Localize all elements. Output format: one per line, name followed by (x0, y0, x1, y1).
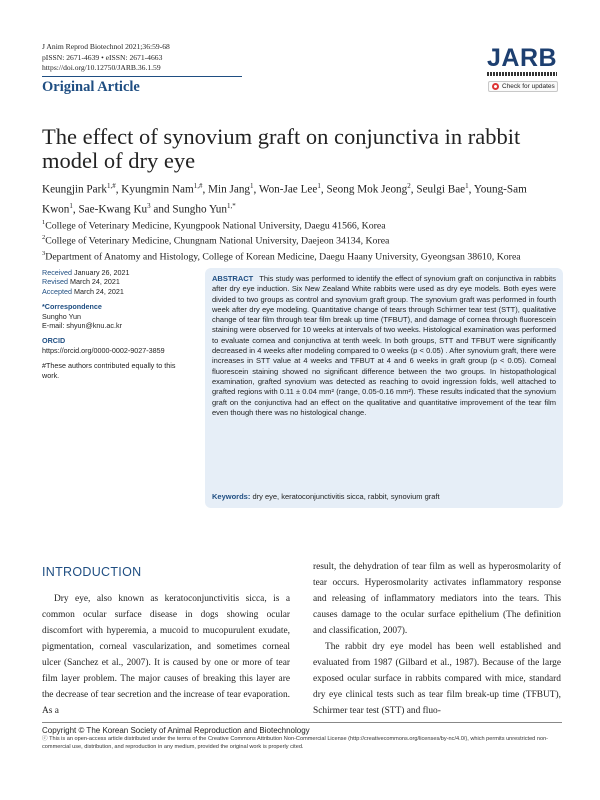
author-affiliation-mark: 1,# (193, 182, 203, 190)
paragraph: The rabbit dry eye model has been well established and evaluated from 1987 (Gilbard et al., 1987). Because of the large exposed ocular surface in rabbits compared with mice, standard dry eye clinical tests such as tear film break-up time (TFBUT), Schirmer tear test (STT) and fluo- (313, 642, 561, 716)
paragraph: Dry eye, also known as keratoconjunctivitis sicca, is a common ocular surface disease in dogs showing ocular discomfort with hyperemia, a mucoid to mucopurulent exudate, pigmentation, corneal vascularization, and sometimes corneal ulcer (Sanchez et al., 2007). It is caused by one or more of tear film layer problem. The major causes of breaking this layer are the decrease of tear secretion and the increase of tear evaporation. As a (42, 594, 290, 716)
journal-logo (487, 45, 559, 76)
author-affiliation-mark: 1,# (106, 182, 116, 190)
keywords-list: dry eye, keratoconjunctivitis sicca, rabbit, synovium graft (252, 492, 440, 501)
affiliation-item: $^2$College of Veterinary Medicine, Chungnam National University, Daejeon 34134, Korea (42, 234, 390, 247)
logo-text: JARB (487, 44, 558, 72)
abstract-box (205, 268, 563, 508)
author-name: Keungjin Park (42, 183, 107, 196)
license-text: This is an open-access article distributed under the terms of the Creative Commons Attribution Non-Commercial License (http://creativecommons.org/licenses/by-nc/4.0/), which permits unrestricted non-commercial use, distribution, and reproduction in any medium, provided the original work is properly cited. (42, 736, 549, 750)
author-name: Young-Sam Kwon (42, 183, 527, 216)
footer (42, 725, 562, 751)
author-list: Keungjin Park$^{1,\#}$, Kyungmin Nam$^{1,\#}$, Min Jang$^1$, Won-Jae Lee$^1$, Seong Mok Jeong$^2$, Seulgi Bae$^1$, Young-Sam Kwon$^1$, Sae-Kwang Ku$^3$ and Sungho Yun$^{1,*}$ (42, 182, 527, 216)
logo-caption (487, 72, 557, 76)
journal-meta (42, 42, 170, 74)
copyright-notice: Copyright © The Korean Society of Animal Reproduction and Biotechnology (42, 726, 310, 735)
author-affiliation-mark: 2 (407, 182, 411, 190)
author-affiliation-mark: 1 (317, 182, 321, 190)
orcid-heading: ORCID (42, 336, 66, 346)
correspondence-heading: *Correspondence (42, 302, 102, 312)
article-info-sidebar (42, 268, 192, 380)
header-rule (42, 76, 242, 77)
author-name: Won-Jae Lee (258, 183, 318, 196)
abstract-label: ABSTRACT (212, 274, 254, 283)
license-notice (42, 736, 562, 751)
revised-date: Revised March 24, 2021 (42, 277, 120, 287)
abstract-text (212, 274, 556, 418)
cc-icon: ⓒ (42, 736, 48, 742)
paragraph: result, the dehydration of tear film as well as hyperosmolarity of tear occurs. Hyperosmolarity activates inflammatory response and releasing of inflammatory mediators into the tears. This causes damage to the ocular surface epithelium (The definition and classification, 2007). (313, 562, 561, 636)
body-column-left (42, 591, 290, 719)
author-name: Min Jang (208, 183, 250, 196)
affiliation-list (42, 217, 582, 263)
author-affiliation-mark: 1 (69, 201, 73, 210)
check-updates-label: Check for updates (502, 83, 555, 90)
received-date: Received January 26, 2021 (42, 268, 130, 277)
check-updates-button[interactable] (488, 81, 558, 92)
author-name: Kyungmin Nam (121, 183, 194, 196)
author-affiliation-mark: 3 (147, 201, 151, 210)
correspondence-email[interactable]: E-mail: shyun@knu.ac.kr (42, 321, 122, 331)
journal-citation: J Anim Reprod Biotechnol 2021;36:59-68 (42, 42, 170, 51)
author-affiliation-mark: 1 (465, 182, 469, 190)
author-name: Sae-Kwang Ku (78, 203, 148, 216)
abstract-body: This study was performed to identify the effect of synovium graft on conjunctiva in rabbits after dry eye induction. Six New Zealand White rabbits were used as dry eye models. Both eyes were divided to two groups as control and synovium graft group. The synovium graft was performed in fourth week after dry eye modeling. Quantitative change of tears through Schirmer tear test (STT), qualitative change of tear film through tear film break up time (TFBUT), and damage of cornea through fluorescein staining were observed for 10 weeks at intervals of two weeks. Histological examination was performed to evaluate cornea and conjunctiva at tenth week. In both groups, STT and TFBUT were significantly decreased in 4 weeks after modeling compared to 0 weeks (p < 0.05) . After synovium graft, there were increases in STT value at 4 weeks and TFBUT at 4 and 6 weeks in graft group (p < 0.05). Corneal fluorescein staining showed no significant difference between the two groups. In histopathological examination, grafted synovium was detected as reaching to ovoid ingression folds, well attached to grafted regions with 0.11 ± 0.04 mm² (range, 0.05-0.16 mm²). These results indicated that the synovium graft on the conjunctiva had an effect on the qualitative and quantitative improvement of the tear film even though there was no histological change. (212, 274, 556, 417)
author-name: Sungho Yun (172, 203, 227, 216)
article-type: Original Article (42, 79, 140, 95)
affiliation-item: $^3$Department of Anatomy and Histology, College of Korean Medicine, Daegu Haany University, Gyeongsan 38610, Korea (42, 249, 521, 262)
journal-doi[interactable]: https://doi.org/10.12750/JARB.36.1.59 (42, 63, 161, 72)
author-affiliation-mark: 1 (250, 182, 254, 190)
keywords-label: Keywords: (212, 492, 251, 501)
author-affiliation-mark: 1,* (226, 201, 236, 210)
journal-issn: pISSN: 2671-4639 • eISSN: 2671-4663 (42, 52, 163, 62)
keywords (212, 492, 440, 501)
crossmark-icon (492, 83, 499, 90)
footer-rule (42, 722, 562, 723)
author-name: Seong Mok Jeong (326, 183, 408, 196)
accepted-date: Accepted March 24, 2021 (42, 286, 124, 296)
author-name: Seulgi Bae (416, 183, 466, 196)
equal-contribution-note: #These authors contributed equally to this work. (42, 361, 176, 380)
introduction-heading: INTRODUCTION (42, 565, 142, 579)
article-title: The effect of synovium graft on conjunctiva in rabbit model of dry eye (42, 124, 521, 173)
affiliation-item: $^1$College of Veterinary Medicine, Kyungpook National University, Daegu 41566, Korea (42, 219, 386, 232)
orcid-link[interactable]: https://orcid.org/0000-0002-9027-3859 (42, 345, 165, 355)
body-column-right (313, 559, 561, 719)
correspondence-name: Sungho Yun (42, 311, 82, 321)
